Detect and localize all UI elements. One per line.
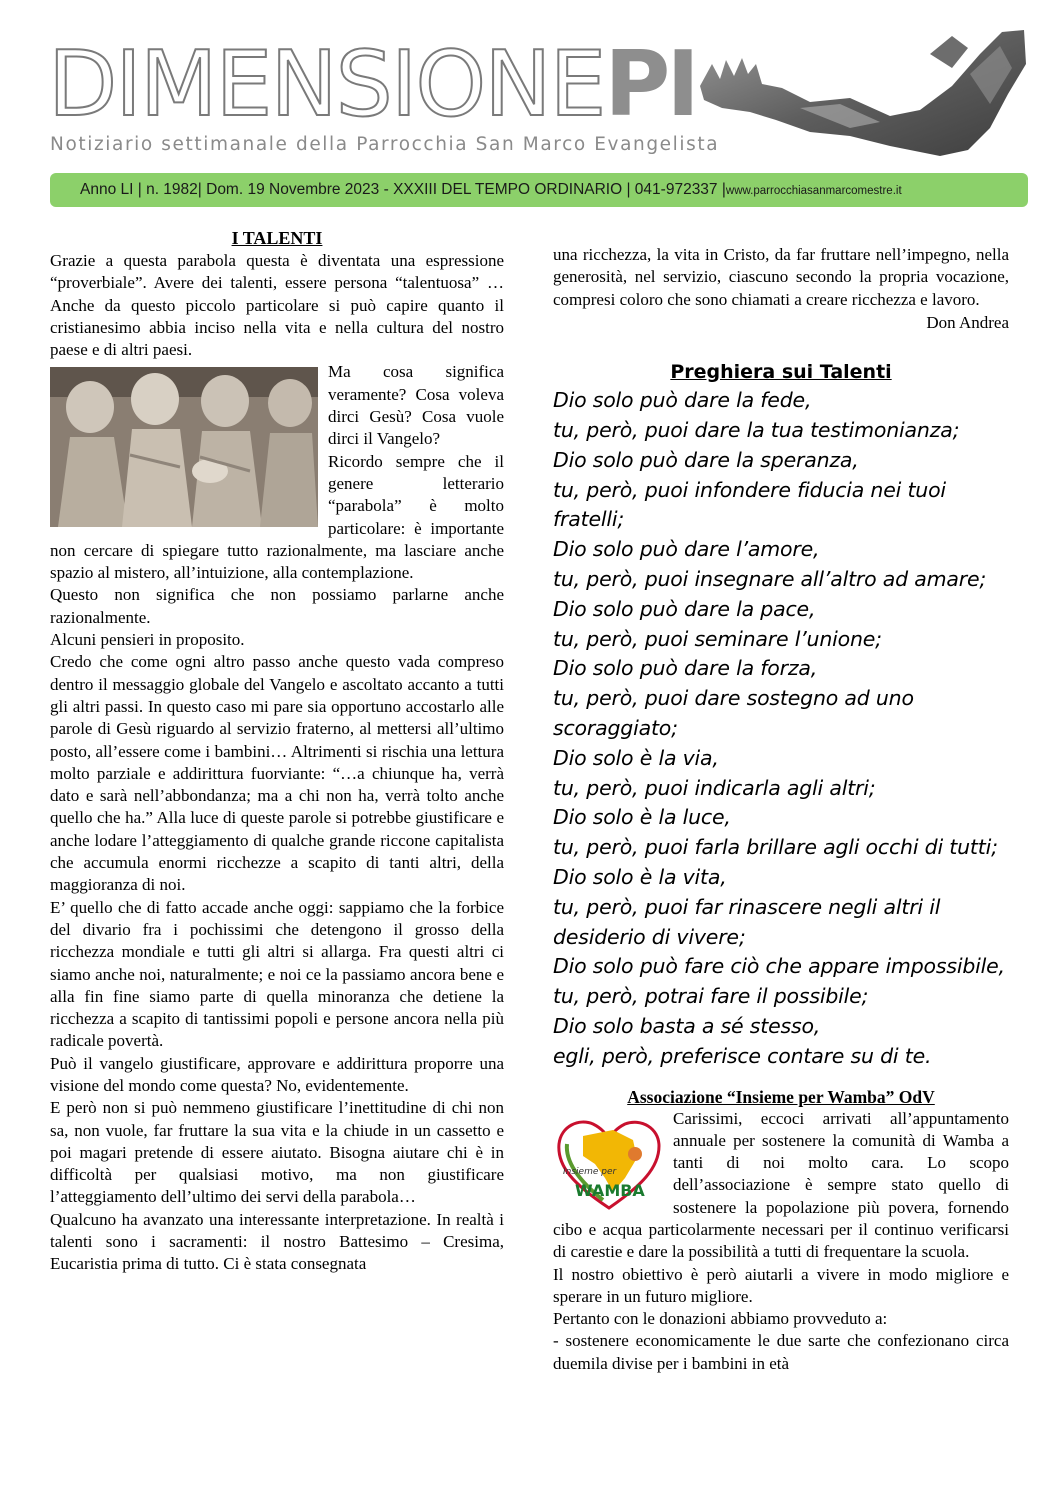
prayer-line: tu, però, puoi indicarla agli altri; bbox=[553, 775, 876, 800]
association-title: Associazione “Insieme per Wamba” OdV bbox=[627, 1086, 935, 1107]
newsletter-title bbox=[48, 32, 696, 137]
prayer-line: tu, però, puoi seminare l’unione; bbox=[553, 626, 882, 651]
association-paragraph: - sostenere economicamente le due sarte che confezionano circa duemila divise per i bambini in età bbox=[553, 1331, 1009, 1373]
prayer-line: Dio solo può dare l’amore, bbox=[553, 537, 820, 562]
prayer-line: desiderio di vivere; bbox=[553, 924, 746, 949]
prayer-line: Dio solo è la via, bbox=[553, 745, 719, 770]
article-paragraph: Può il vangelo giustificare, approvare e addirittura proporre una visione del mondo come questa? No, evidentemente. bbox=[50, 1053, 504, 1095]
association-paragraph: Pertanto con le donazioni abbiamo provveduto a: bbox=[553, 1309, 888, 1329]
article-paragraph: Credo che come ogni altro passo anche questo vada compreso dentro il messaggio globale del Vangelo e ascoltato accanto a tutti gli altri passi. In questo caso mi pare sia opportuno accostarlo alle parole di Gesù riguardo al servizio fraterno, al mettersi all’ultimo posto, all’essere come i bambini… Altrimenti si rischia una lettura molto parziale e addirittura fuorviante: “…a chiunque ha, verrà dato e sarà nell’abbondanza; ma a chi non ha, verrà tolto anche quello che ha.” Alla luce di queste parole si potrebbe giustificare e anche lodare l’atteggiamento di qualche grande riccone capitalista che accumula enormi ricchezze a scapito di tanti altri, della maggioranza di noi. bbox=[50, 652, 504, 895]
prayer-line: fratelli; bbox=[553, 507, 625, 532]
article-paragraph: E però non si può nemmeno giustificare l’inettitudine di chi non sa, non vuole, far fruttare la sua vita e la chiude in un cassetto e poi magari pretende di essere aiutato. Bisogna aiutare chi è in difficoltà per qualsiasi motivo, ma non giustificare l’atteggiamento dell’ultimo dei servi della parabola… bbox=[50, 1098, 504, 1207]
prayer-line: tu, però, puoi dare sostegno ad uno bbox=[553, 686, 914, 711]
article-paragraph: E’ quello che di fatto accade anche oggi: sappiamo che la forbice del divario fra i pochissimi che detengono il grosso della ricchezza mondiale e tutti gli altri si allarga. Fra questi altri ci siamo anche noi, naturalmente; e noi ce la passiamo ancora bene e alla fin fine siamo parte di quella minoranza che detiene la ricchezza a scapito di tantissimi popoli e persone ancora nella più radicale povertà. bbox=[50, 897, 504, 1051]
bas-relief-figures-image bbox=[50, 367, 318, 527]
newsletter-subtitle: Notiziario settimanale della Parrocchia San Marco Evangelista bbox=[50, 134, 720, 155]
prayer-line: Dio solo basta a sé stesso, bbox=[553, 1013, 821, 1038]
association-paragraph: Il nostro obiettivo è però aiutarli a vivere in modo migliore e sperare in un futuro migliore. bbox=[553, 1264, 1009, 1306]
prayer-line: egli, però, preferisce contare su di te. bbox=[553, 1043, 932, 1068]
article-paragraph: Ricordo sempre che il genere letterario “parabola” è molto particolare: è importante non cercare di spiegare tutto razionalmente, ma lasciare anche spazio al mistero, all’intuizione, alla contemplazione. bbox=[50, 451, 504, 583]
prayer-title: Preghiera sui Talenti bbox=[670, 361, 892, 384]
prayer-line: tu, però, puoi dare la tua testimonianza; bbox=[553, 417, 960, 442]
article-intro: Grazie a questa parabola questa è diventata una espressione “proverbiale”. Avere dei talenti, essere persona “talentuosa” … Anche da questo piccolo particolare si può capire quanto il cristianesimo abbia inciso nella vita e nella cultura del nostro paese e di altri paesi. bbox=[50, 251, 504, 360]
prayer-text bbox=[553, 386, 1009, 1071]
article-paragraph: Alcuni pensieri in proposito. bbox=[50, 630, 245, 650]
prayer-line: Dio solo può dare la forza, bbox=[553, 656, 818, 681]
prayer-line: Dio solo è la vita, bbox=[553, 864, 727, 889]
article-paragraph: Questo non significa che non possiamo parlarne anche razionalmente. bbox=[50, 585, 504, 627]
left-column bbox=[50, 226, 504, 1276]
parish-website-link[interactable]: www.parrocchiasanmarcomestre.it bbox=[725, 185, 902, 197]
issue-info: Anno LI | n. 1982| Dom. 19 Novembre 2023 - XXXIII DEL TEMPO ORDINARIO | 041-972337 | bbox=[80, 181, 726, 198]
article-signature: Don Andrea bbox=[926, 312, 1009, 332]
title-main: DIMENSIONE bbox=[48, 32, 605, 137]
logo-text-bottom: WAMBA bbox=[575, 1180, 645, 1200]
sculpture-hand-image bbox=[690, 24, 1030, 158]
article-paragraph: Qualcuno ha avanzato una interessante interpretazione. In realtà i talenti sono i sacramenti: il nostro Battesimo – Cresima, Eucaristia prima di tutto. Ci è stata consegnata bbox=[50, 1209, 504, 1274]
article-paragraph: Ma cosa significa veramente? Cosa voleva dirci Gesù? Cosa vuole dirci il Vangelo? bbox=[328, 362, 504, 449]
prayer-line: scoraggiato; bbox=[553, 715, 678, 740]
heart-africa-logo-icon bbox=[553, 1114, 665, 1214]
prayer-line: Dio solo può fare ciò che appare impossibile, bbox=[553, 954, 1005, 979]
logo-text-top: Insieme per bbox=[563, 1166, 617, 1177]
prayer-line: tu, però, puoi far rinascere negli altri il bbox=[553, 894, 941, 919]
prayer-line: tu, però, puoi insegnare all’altro ad amare; bbox=[553, 566, 987, 591]
prayer-line: Dio solo può dare la speranza, bbox=[553, 447, 859, 472]
article-title: I TALENTI bbox=[231, 228, 323, 248]
prayer-line: tu, però, puoi infondere fiducia nei tuoi bbox=[553, 477, 946, 502]
issue-info-bar bbox=[50, 173, 1028, 207]
prayer-line: Dio solo può dare la fede, bbox=[553, 388, 812, 413]
article-continuation: una ricchezza, la vita in Cristo, da far fruttare nell’impegno, nella generosità, nel servizio, ciascuno secondo la propria vocazione, compresi coloro che sono chiamati a creare ricchezza e lavoro. bbox=[553, 245, 1009, 309]
prayer-line: tu, però, potrai fare il possibile; bbox=[553, 984, 869, 1009]
right-column bbox=[553, 244, 1009, 1375]
prayer-line: Dio solo può dare la pace, bbox=[553, 596, 816, 621]
prayer-line: tu, però, puoi farla brillare agli occhi di tutti; bbox=[553, 835, 998, 860]
prayer-line: Dio solo è la luce, bbox=[553, 805, 731, 830]
association-paragraph: Carissimi, eccoci arrivati all’appuntamento annuale per sostenere la comunità di Wamba a tanti di noi molto cara. Lo scopo dell’associazione è sempre stato quello di sostenere la popolazione più povera, fornendo cibo e acqua particolarmente necessari per il continuo verificarsi di carestie e dare la possibilità a tutti di frequentare la scuola. bbox=[553, 1108, 1009, 1262]
title-accent: PI bbox=[604, 32, 696, 137]
